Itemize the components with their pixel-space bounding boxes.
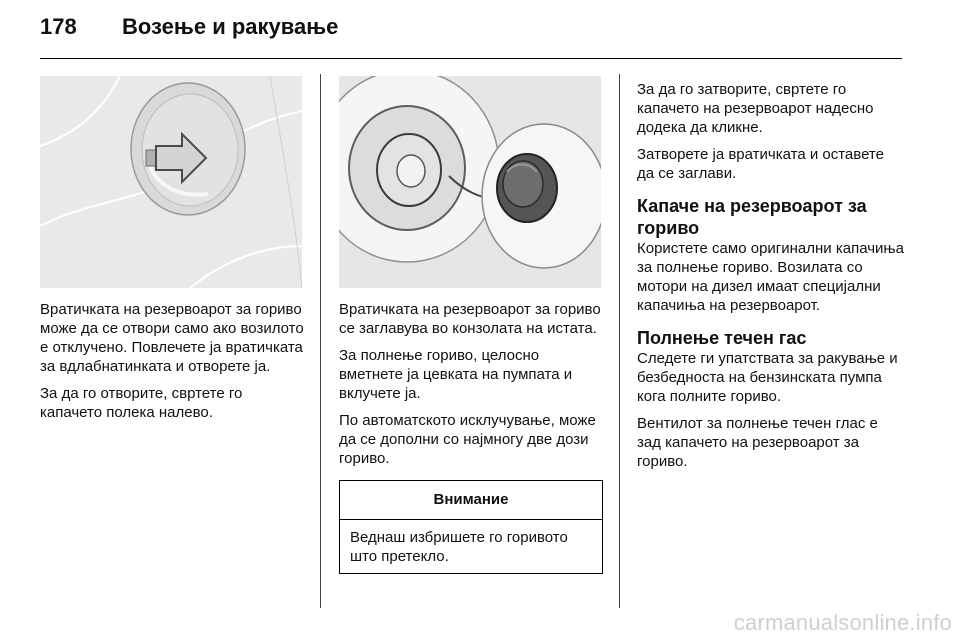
section-heading-lpg-refuelling: Полнење течен гас: [637, 328, 807, 348]
paragraph: Вратичката на резервоарот за гориво се заглавува во конзолата на истата.: [339, 301, 601, 337]
watermark: carmanualsonline.info: [733, 610, 952, 635]
fuel-door-closed-illustration: [40, 76, 302, 288]
fuel-door-open-illustration: [339, 76, 601, 288]
caution-body: Веднаш избришете го горивото што претекло.: [350, 529, 568, 565]
column-divider-1: [320, 74, 321, 608]
header-rule: [40, 58, 902, 59]
fuel-door-closed-figure: [40, 76, 302, 288]
column-1-text: [40, 300, 305, 430]
column-divider-2: [619, 74, 620, 608]
paragraph: Вентилот за полнење течен глас е зад капачето на резервоарот за гориво.: [637, 415, 878, 470]
caution-title: Внимание: [340, 481, 602, 520]
paragraph: По автоматското исклучување, може да се дополни со најмногу две дози гориво.: [339, 412, 596, 467]
page-title: Возење и ракување: [122, 14, 339, 39]
paragraph: За да го затворите, свртете го капачето на резервоарот надесно додека да кликне.: [637, 81, 874, 136]
paragraph: Затворете ја вратичката и оставете да се заглави.: [637, 146, 884, 182]
paragraph: Вратичката на резервоарот за гориво може да се отвори само ако возилото е отклучено. Повлечете ја вратичката за вдлабнатинката и отворете ја.: [40, 301, 304, 375]
paragraph: Следете ги упатствата за ракување и безбедноста на бензинската пумпа кога полните гориво.: [637, 350, 898, 405]
paragraph: За да го отворите, свртете го капачето полека налево.: [40, 385, 243, 421]
column-3-text: [637, 80, 905, 479]
page-number: 178: [40, 14, 77, 39]
column-2-text: [339, 300, 605, 476]
fuel-door-open-figure: [339, 76, 601, 288]
caution-notice: [339, 480, 603, 574]
paragraph: За полнење гориво, целосно вметнете ја цевката на пумпата и вклучете ја.: [339, 347, 573, 402]
section-heading-fuel-cap: Капаче на резервоарот за гориво: [637, 196, 867, 238]
paragraph: Користете само оригинални капачиња за полнење гориво. Возилата со мотори на дизел имаат специјални капачиња на резервоарот.: [637, 240, 904, 314]
